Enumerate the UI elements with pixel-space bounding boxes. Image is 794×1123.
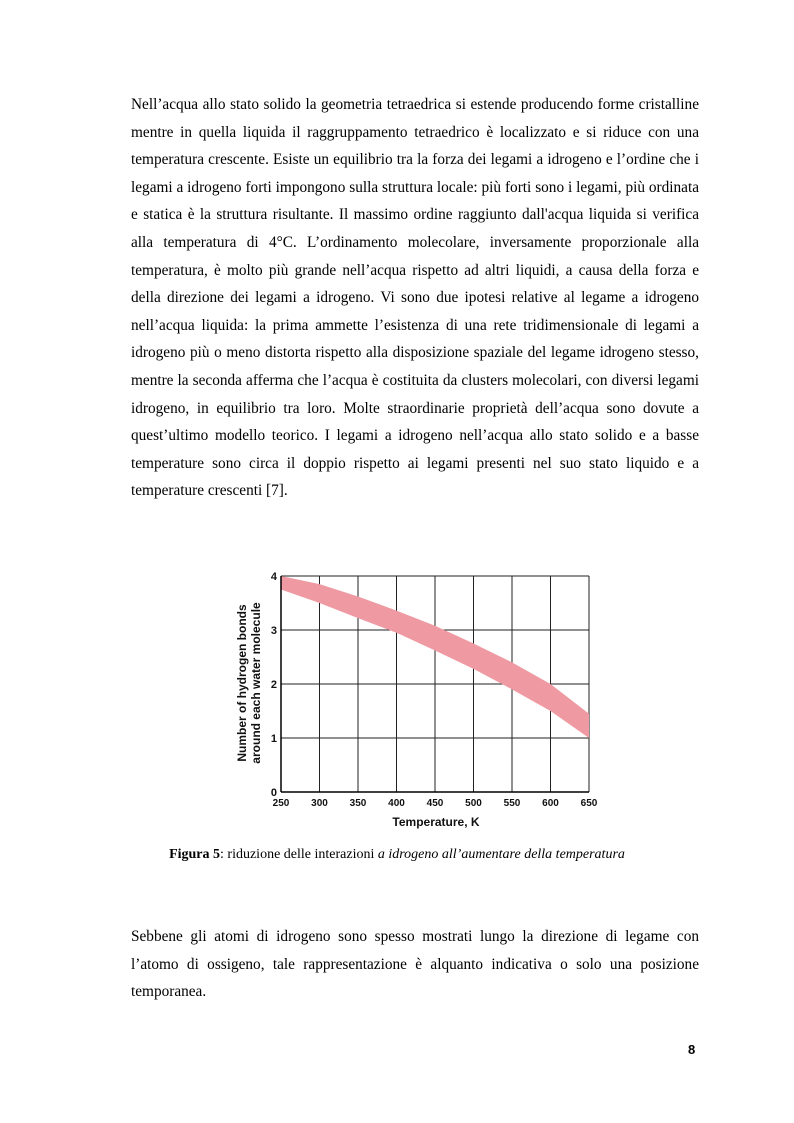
figure-caption	[0, 847, 794, 863]
x-tick-label-8: 650	[580, 798, 598, 809]
y-tick-label-1: 1	[270, 733, 277, 745]
y-axis-label-line2: around each water molecule	[249, 602, 263, 764]
caption-text: : riduzione delle interazioni	[220, 847, 378, 862]
x-tick-label-0: 250	[272, 798, 290, 809]
y-tick-label-0: 0	[270, 787, 277, 799]
y-tick-label-3: 3	[270, 625, 277, 637]
x-tick-label-4: 450	[426, 798, 444, 809]
page-number: 8	[688, 1042, 696, 1057]
x-tick-label-2: 350	[349, 798, 367, 809]
x-axis-label: Temperature, K	[392, 815, 480, 829]
hydrogen-bonds-chart	[226, 560, 606, 840]
y-tick-label-4: 4	[270, 571, 277, 583]
x-tick-label-7: 600	[542, 798, 559, 809]
x-tick-label-5: 500	[465, 798, 482, 809]
x-tick-label-6: 550	[503, 798, 521, 809]
x-tick-label-1: 300	[311, 798, 328, 809]
body-paragraph-2: Sebbene gli atomi di idrogeno sono spesso mostrati lungo la direzione di legame con l’atomo di ossigeno, tale rappresentazione è alquanto indicativa o solo una posizione temporanea.	[131, 928, 699, 1001]
x-tick-label-3: 400	[388, 798, 405, 809]
caption-label: Figura 5	[169, 847, 221, 862]
y-tick-label-2: 2	[270, 679, 277, 691]
y-axis-label-line1: Number of hydrogen bonds	[235, 604, 249, 762]
body-paragraph-1: Nell’acqua allo stato solido la geometria tetraedrica si estende producendo forme cristalline mentre in quella liquida il raggruppamento tetraedrico è localizzato e si riduce con una temperatura crescente. Esiste un equilibrio tra la forza dei legami a idrogeno e l’ordine che i legami a idrogeno forti impongono sulla struttura locale: più forti sono i legami, più ordinata e statica è la struttura risultante. Il massimo ordine raggiunto dall'acqua liquida si verifica alla temperatura di 4°C. L’ordinamento molecolare, inversamente proporzionale alla temperatura, è molto più grande nell’acqua rispetto ad altri liquidi, a causa della forza e della direzione dei legami a idrogeno. Vi sono due ipotesi relative al legame a idrogeno nell’acqua liquida: la prima ammette l’esistenza di una rete tridimensionale di legami a idrogeno più o meno distorta rispetto alla disposizione spaziale del legame idrogeno stesso, mentre la seconda afferma che l’acqua è costituita da clusters molecolari, con diversi legami idrogeno, in equilibrio tra loro. Molte straordinarie proprietà dell’acqua sono dovute a quest’ultimo modello teorico. I legami a idrogeno nell’acqua allo stato solido e a basse temperature sono circa il doppio rispetto ai legami presenti nel suo stato liquido e a temperature crescenti [7].	[131, 96, 699, 500]
caption-italic: a idrogeno all’aumentare della temperatura	[377, 847, 625, 862]
